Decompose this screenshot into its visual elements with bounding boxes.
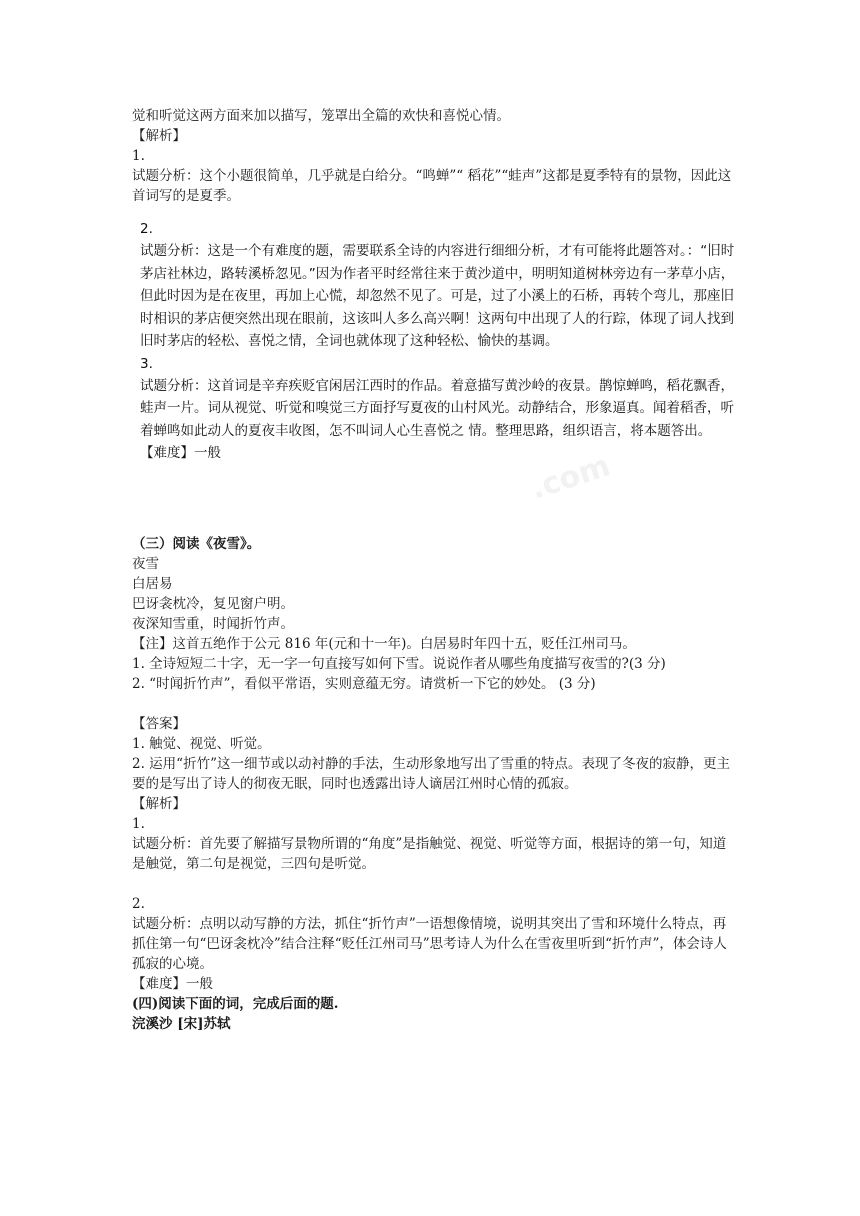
spacer (132, 694, 732, 714)
section-2-answers (132, 106, 732, 206)
section-3-heading: （三）阅读《夜雪》。 (132, 536, 261, 552)
analysis-a1-number: 1. (132, 816, 145, 832)
watermark: .com (526, 448, 615, 507)
answer-continuation: 觉和听觉这两方面来加以描写，笼罩出全篇的欢快和喜悦心情。 (132, 108, 510, 124)
poem-line-1: 巴讶衾枕冷，复见窗户明。 (132, 596, 294, 612)
scanned-analysis-image (140, 218, 740, 464)
section-4-title: 浣溪沙 [宋]苏轼 (132, 1016, 231, 1032)
analysis-a2-number: 2. (132, 896, 145, 912)
analysis-q2-text: 试题分析：这是一个有难度的题，需要联系全诗的内容进行细细分析，才有可能将此题答对。：“旧时茅店社林边，路转溪桥忽见。”因为作者平时经常往来于黄沙道中，明明知道树林旁边有一茅草小店，但此时因为是在夜里，再加上心慌，却忽然不见了。可是，过了小溪上的石桥，再转个弯儿，那座旧时相识的茅店便突然出现在眼前，这该叫人多么高兴啊！这两句中出现了人的行踪，体现了词人找到旧时茅店的轻松、喜悦之情，全词也就体现了这种轻松、愉快的基调。 (140, 243, 735, 349)
answer-2: 2. 运用“折竹”这一细节或以动衬静的手法，生动形象地写出了雪重的特点。表现了冬夜的寂静，更主要的是写出了诗人的彻夜无眠，同时也透露出诗人谪居江州时心情的孤寂。 (132, 756, 730, 792)
analysis-label-3: 【解析】 (132, 796, 186, 812)
analysis-q1-number: 1. (132, 148, 145, 164)
analysis-a1-text: 试题分析：首先要了解描写景物所谓的“角度”是指触觉、视觉、听觉等方面，根据诗的第一句，知道是触觉，第二句是视觉，三四句是听觉。 (132, 836, 727, 872)
analysis-q3-text: 试题分析：这首词是辛弃疾贬官闲居江西时的作品。着意描写黄沙岭的夜景。鹊惊蝉鸣，稻花飘香，蛙声一片。词从视觉、听觉和嗅觉三方面抒写夏夜的山村风光。动静结合，形象逼真。闻着稻香，听着蝉鸣如此动人的夏夜丰收图，怎不叫词人心生喜悦之 情。整理思路，组织语言，将本题答出。 (140, 377, 734, 439)
section-3 (132, 534, 732, 1034)
analysis-label: 【解析】 (132, 128, 186, 144)
poem-note: 【注】这首五绝作于公元 816 年(元和十一年)。白居易时年四十五，贬任江州司马。 (132, 636, 636, 652)
analysis-a2-text: 试题分析：点明以动写静的方法，抓住“折竹声”一语想像情境，说明其突出了雪和环境什么特点，再抓住第一句“巴讶衾枕冷”结合注释“贬任江州司马”思考诗人为什么在雪夜里听到“折竹声”，体会诗人孤寂的心境。 (132, 916, 727, 972)
spacer (132, 874, 732, 894)
analysis-q1-text: 试题分析：这个小题很简单，几乎就是白给分。“鸣蝉”“ 稻花”“蛙声”这都是夏季特有的景物，因此这首词写的是夏季。 (132, 168, 732, 204)
answer-label: 【答案】 (132, 716, 186, 732)
question-2: 2. “时闻折竹声”，看似平常语，实则意蕴无穷。请赏析一下它的妙处。 (3 分) (132, 676, 596, 692)
section-4-heading: (四)阅读下面的词，完成后面的题. (132, 996, 339, 1012)
difficulty-label: 【难度】一般 (140, 445, 221, 461)
poem-line-2: 夜深知雪重，时闻折竹声。 (132, 616, 294, 632)
analysis-q3-number: 3. (140, 355, 153, 372)
question-1: 1. 全诗短短二十字，无一字一句直接写如何下雪。说说作者从哪些角度描写夜雪的?(3 分) (132, 656, 666, 672)
difficulty-label-3: 【难度】一般 (132, 976, 213, 992)
answer-1: 1. 触觉、视觉、听觉。 (132, 736, 271, 752)
poem-author: 白居易 (132, 576, 173, 592)
analysis-q2-number: 2. (140, 221, 153, 237)
poem-title: 夜雪 (132, 556, 159, 572)
